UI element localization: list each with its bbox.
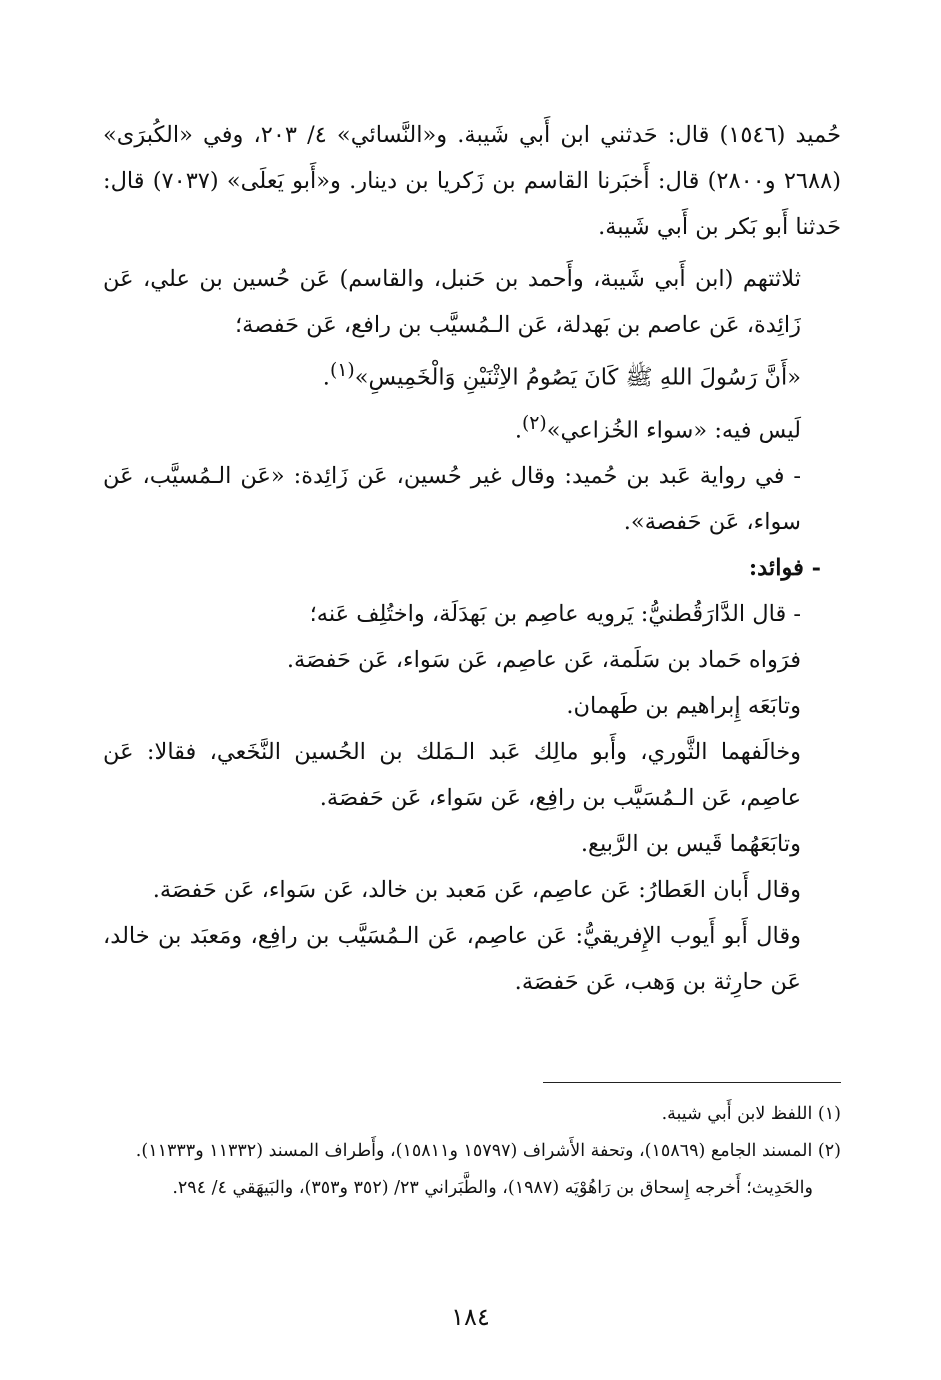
punctuation: . [322,364,330,391]
paragraph-aban: وقال أَبان العَطارُ: عَن عاصِم، عَن مَعبد بن خالد، عَن سَواء، عَن حَفصَة. [152,877,801,903]
footnote-separator [543,1082,841,1083]
section-heading-fawaid: - فوائد: [748,555,821,581]
hadith-text: «أَنَّ رَسُولَ اللهِ ﷺ كَانَ يَصُومُ الاِثْنَيْنِ وَالْخَمِيسِ» [354,364,801,391]
paragraph-note [103,401,841,454]
punctuation: . [514,417,522,443]
footnote-1: (١) اللفظ لابن أَبي شيبة. [661,1104,841,1124]
paragraph-chain-continuation: حُميد (١٥٤٦) قال: حَدثني ابن أَبي شَيبة. و«النَّسائي» ٤/ ٢٠٣، وفي «الكُبرَى» (٢٦٨٨ و٢٨٠٠) قال: أَخبَرنا القاسم بن زَكريا بن دينار. و«أَبو يَعلَى» (٧٠٣٧) قال: حَدثنا أَبو بَكر بن أَبي شَيبة. [103,122,842,240]
footnote-2: (٢) المسند الجامع (١٥٨٦٩)، وتحفة الأَشراف (١٥٧٩٧ و١٥٨١١)، وأَطراف المسند (١١٣٣٢ و١١٣٣٣). [135,1141,841,1161]
note-text: لَيس فيه: «سواء الخُزاعي» [546,417,801,443]
hadith-matn [103,348,841,401]
paragraph-variant-narration: - في رواية عَبد بن حُميد: وقال غير حُسين، عَن زَائِدة: «عَن الـمُسيَّب، عَن سواء، عَن حَفصة». [103,463,801,535]
main-text [103,112,841,1005]
paragraph-ibrahim: وتابَعَه إِبراهيم بن طَهمان. [566,693,801,719]
paragraph-isnad: ثلاثتهم (ابن أَبي شَيبة، وأَحمد بن حَنبل، والقاسم) عَن حُسين بن علي، عَن زَائِدة، عَن عاصم بن بَهدلة، عَن الـمُسيَّب بن رافع، عَن حَفصة؛ [103,266,801,338]
footnotes [103,1098,841,1209]
paragraph-daraqutni: - قال الدَّارَقُطنيُّ: يَرويه عاصِم بن بَهدَلَة، واختُلِف عَنه؛ [309,601,801,627]
paragraph-hammad: فرَواه حَماد بن سَلَمة، عَن عاصِم، عَن سَواء، عَن حَفصَة. [286,647,801,673]
paragraph-thawri: وخالَفهما الثَّوري، وأَبو مالِك عَبد الـمَلك بن الحُسين النَّخَعي، فقالا: عَن عاصِم، عَن الـمُسَيَّب بن رافِع، عَن سَواء، عَن حَفصَة. [103,739,801,811]
footnote-ref-1: (١) [329,360,355,381]
footnote-2-continuation: والحَدِيث؛ أَخرجه إِسحاق بن رَاهُوْيَه (١٩٨٧)، والطَّبَراني ٢٣/ (٣٥٢ و٣٥٣)، والبَيهَقي ٤/ ٢٩٤. [172,1178,813,1198]
page-number: ١٨٤ [451,1303,490,1331]
paragraph-abu-ayyub: وقال أَبو أَيوب الإِفريقيُّ: عَن عاصِم، عَن الـمُسَيَّب بن رافِع، ومَعبَد بن خالد، عَن حارِثة بن وَهب، عَن حَفصَة. [103,923,801,995]
paragraph-qays: وتابَعَهُما قَيس بن الرَّبيع. [580,831,801,857]
footnote-ref-2: (٢) [521,412,547,434]
